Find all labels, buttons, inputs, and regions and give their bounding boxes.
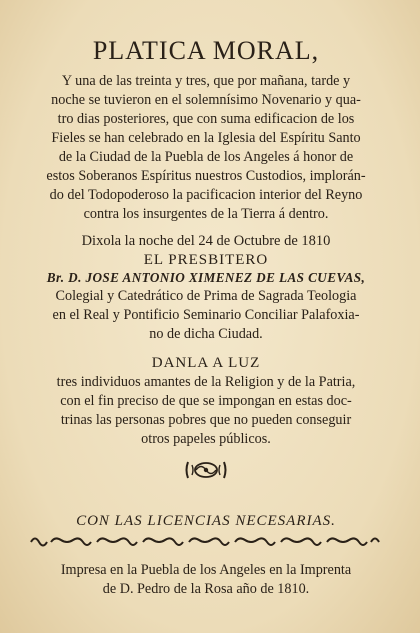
patrons-line: con el fin preciso de que se impongan en estas doc-: [60, 393, 352, 409]
intro-line: do del Todopoderoso la pacificacion interior del Reyno: [49, 187, 363, 203]
delivery-date-line: Dixola la noche del 24 de Octubre de 1810: [81, 233, 331, 249]
imprint-line: de D. Pedro de la Rosa año de 1810.: [102, 581, 310, 597]
role-line: Colegial y Catedrático de Prima de Sagrada Teologia: [55, 288, 357, 304]
author-name: Br. D. JOSE ANTONIO XIMENEZ DE LAS CUEVAS,: [46, 270, 366, 285]
danla-heading: DANLA A LUZ: [151, 355, 261, 371]
printer-ornament: [10, 459, 402, 486]
intro-line: estos Soberanos Espíritus nuestros Custodios, implorán-: [46, 168, 366, 184]
intro-line: noche se tuvieron en el solemnísimo Novenario y qua-: [51, 92, 361, 108]
intro-line: tro dias posteriores, que con suma edificacion de los: [57, 111, 355, 127]
presbitero-heading: EL PRESBITERO: [143, 252, 269, 268]
document-title: PLATICA MORAL,: [92, 36, 320, 65]
patrons-paragraph: [10, 373, 402, 449]
role-line: en el Real y Pontificio Seminario Conciliar Palafoxia-: [52, 307, 360, 323]
fleuron-icon: [184, 459, 228, 481]
patrons-line: tres individuos amantes de la Religion y de la Patria,: [56, 374, 356, 390]
licences-line: CON LAS LICENCIAS NECESARIAS.: [76, 513, 336, 529]
intro-line: Fieles se han celebrado en la Iglesia del Espíritu Santo: [51, 130, 361, 146]
imprint-line: Impresa en la Puebla de los Angeles en la Imprenta: [60, 562, 352, 578]
intro-line: de la Ciudad de la Puebla de los Angeles á honor de: [58, 149, 354, 165]
intro-paragraph: [10, 72, 402, 224]
decorative-border: [10, 534, 402, 555]
role-line: no de dicha Ciudad.: [149, 326, 263, 342]
intro-line: Y una de las treinta y tres, que por mañana, tarde y: [61, 73, 351, 89]
author-role: [10, 287, 402, 344]
intro-line: contra los insurgentes de la Tierra á dentro.: [83, 206, 329, 222]
imprint: [10, 561, 402, 599]
patrons-line: otros papeles públicos.: [141, 431, 271, 447]
patrons-line: trinas las personas pobres que no pueden conseguir: [60, 412, 352, 428]
scroll-border-icon: [29, 534, 383, 550]
